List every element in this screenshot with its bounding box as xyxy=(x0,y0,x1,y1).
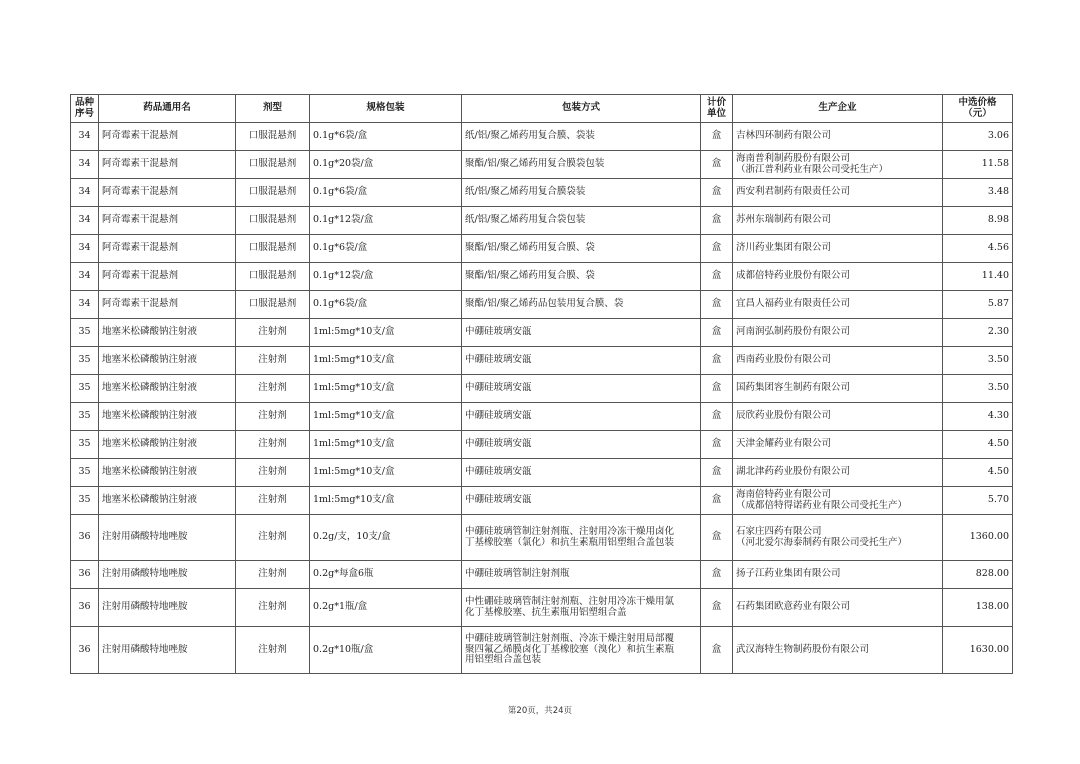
cell-dosage-form: 注射剂 xyxy=(236,403,310,431)
cell-price: 3.50 xyxy=(943,347,1013,375)
cell-price: 11.58 xyxy=(943,151,1013,179)
cell-drug-name: 地塞米松磷酸钠注射液 xyxy=(99,459,236,487)
cell-packaging-line: 中硼硅玻璃安瓿 xyxy=(465,354,532,366)
cell-serial-no: 35 xyxy=(71,459,99,487)
cell-drug-name: 注射用磷酸特地唑胺 xyxy=(99,515,236,561)
cell-packaging xyxy=(462,459,701,487)
cell-spec: 0.1g*6袋/盒 xyxy=(310,291,462,319)
table-row xyxy=(71,627,1013,674)
cell-unit: 盒 xyxy=(701,123,733,151)
header-price xyxy=(943,95,1013,123)
cell-manufacturer xyxy=(733,207,943,235)
cell-packaging xyxy=(462,431,701,459)
cell-packaging-line: 中硼硅玻璃安瓿 xyxy=(465,438,532,450)
cell-manufacturer-line: 扬子江药业集团有限公司 xyxy=(736,568,841,580)
cell-spec: 0.2g*10瓶/盒 xyxy=(310,627,462,674)
cell-manufacturer-line: 石药集团欧意药业有限公司 xyxy=(736,601,851,613)
table-row xyxy=(71,459,1013,487)
cell-dosage-form: 口服混悬剂 xyxy=(236,151,310,179)
table-row xyxy=(71,263,1013,291)
cell-drug-name: 地塞米松磷酸钠注射液 xyxy=(99,403,236,431)
cell-packaging xyxy=(462,235,701,263)
cell-manufacturer xyxy=(733,319,943,347)
cell-manufacturer xyxy=(733,487,943,515)
cell-packaging xyxy=(462,347,701,375)
cell-dosage-form: 口服混悬剂 xyxy=(236,235,310,263)
cell-manufacturer xyxy=(733,151,943,179)
header-text: 品种 xyxy=(74,97,94,109)
cell-serial-no: 34 xyxy=(71,179,99,207)
cell-drug-name: 阿奇霉素干混悬剂 xyxy=(99,123,236,151)
cell-manufacturer xyxy=(733,627,943,674)
cell-manufacturer xyxy=(733,589,943,627)
cell-spec: 1ml:5mg*10支/盒 xyxy=(310,487,462,515)
cell-packaging-line: 中硼硅玻璃管制注射剂瓶、冷冻干燥注射用局部覆 xyxy=(465,632,675,644)
cell-spec: 1ml:5mg*10支/盒 xyxy=(310,375,462,403)
cell-dosage-form: 注射剂 xyxy=(236,515,310,561)
table-row xyxy=(71,431,1013,459)
cell-packaging-line: 丁基橡胶塞（氯化）和抗生素瓶用铝塑组合盖包装 xyxy=(465,536,675,548)
table-row xyxy=(71,235,1013,263)
header-text: 计价 xyxy=(706,97,726,109)
cell-manufacturer xyxy=(733,403,943,431)
cell-spec: 0.1g*12袋/盒 xyxy=(310,207,462,235)
cell-dosage-form: 注射剂 xyxy=(236,431,310,459)
cell-unit: 盒 xyxy=(701,515,733,561)
cell-spec: 1ml:5mg*10支/盒 xyxy=(310,431,462,459)
winning-bid-table xyxy=(70,94,1013,674)
header-unit xyxy=(701,95,733,123)
cell-unit: 盒 xyxy=(701,151,733,179)
cell-serial-no: 34 xyxy=(71,263,99,291)
cell-price: 3.50 xyxy=(943,375,1013,403)
cell-serial-no: 35 xyxy=(71,375,99,403)
cell-manufacturer xyxy=(733,347,943,375)
cell-manufacturer-line: 武汉海特生物制药股份有限公司 xyxy=(736,643,870,655)
cell-serial-no: 35 xyxy=(71,431,99,459)
header-text: 序号 xyxy=(74,107,94,119)
cell-dosage-form: 注射剂 xyxy=(236,319,310,347)
cell-serial-no: 36 xyxy=(71,561,99,589)
cell-manufacturer-line: 湖北津药药业股份有限公司 xyxy=(736,466,851,478)
cell-drug-name: 阿奇霉素干混悬剂 xyxy=(99,235,236,263)
cell-drug-name: 阿奇霉素干混悬剂 xyxy=(99,291,236,319)
header-serial-no xyxy=(71,95,99,123)
cell-serial-no: 35 xyxy=(71,347,99,375)
cell-unit: 盒 xyxy=(701,347,733,375)
cell-spec: 0.2g*每盒6瓶 xyxy=(310,561,462,589)
table-row xyxy=(71,123,1013,151)
header-text: 单位 xyxy=(706,107,726,119)
cell-spec: 0.1g*6袋/盒 xyxy=(310,123,462,151)
cell-manufacturer-line: 河南润弘制药股份有限公司 xyxy=(736,326,851,338)
cell-price: 4.50 xyxy=(943,431,1013,459)
cell-drug-name: 地塞米松磷酸钠注射液 xyxy=(99,347,236,375)
cell-packaging-line: 聚酯/铝/聚乙烯药用复合膜袋包装 xyxy=(465,158,605,170)
cell-manufacturer xyxy=(733,459,943,487)
cell-drug-name: 阿奇霉素干混悬剂 xyxy=(99,263,236,291)
cell-serial-no: 34 xyxy=(71,123,99,151)
cell-packaging-line: 聚四氟乙烯膜卤化丁基橡胶塞（溴化）和抗生素瓶 xyxy=(465,643,675,655)
cell-manufacturer-line: 石家庄四药有限公司 xyxy=(736,525,822,537)
cell-spec: 1ml:5mg*10支/盒 xyxy=(310,403,462,431)
cell-packaging xyxy=(462,403,701,431)
table-row xyxy=(71,291,1013,319)
cell-price: 4.56 xyxy=(943,235,1013,263)
table-row xyxy=(71,319,1013,347)
table-row xyxy=(71,375,1013,403)
cell-packaging-line: 中性硼硅玻璃管制注射剂瓶、注射用冷冻干燥用氯 xyxy=(465,595,675,607)
cell-price: 8.98 xyxy=(943,207,1013,235)
table-row xyxy=(71,487,1013,515)
cell-packaging xyxy=(462,561,701,589)
page-footer: 第20页，共24页 xyxy=(507,706,573,716)
cell-manufacturer-line: 西安利君制药有限责任公司 xyxy=(736,186,851,198)
cell-drug-name: 阿奇霉素干混悬剂 xyxy=(99,207,236,235)
cell-packaging xyxy=(462,375,701,403)
cell-price: 1360.00 xyxy=(943,515,1013,561)
cell-packaging xyxy=(462,487,701,515)
table-body xyxy=(71,123,1013,674)
cell-serial-no: 34 xyxy=(71,207,99,235)
cell-unit: 盒 xyxy=(701,431,733,459)
cell-dosage-form: 口服混悬剂 xyxy=(236,291,310,319)
cell-manufacturer-line: （河北爱尔海泰制药有限公司受托生产） xyxy=(736,536,908,548)
table-row xyxy=(71,589,1013,627)
cell-price: 3.06 xyxy=(943,123,1013,151)
cell-manufacturer xyxy=(733,291,943,319)
cell-spec: 1ml:5mg*10支/盒 xyxy=(310,319,462,347)
cell-manufacturer xyxy=(733,123,943,151)
cell-price: 1630.00 xyxy=(943,627,1013,674)
cell-packaging-line: 用铝塑组合盖包装 xyxy=(465,654,542,666)
cell-dosage-form: 注射剂 xyxy=(236,627,310,674)
cell-manufacturer xyxy=(733,431,943,459)
cell-manufacturer xyxy=(733,263,943,291)
cell-drug-name: 地塞米松磷酸钠注射液 xyxy=(99,487,236,515)
cell-drug-name: 地塞米松磷酸钠注射液 xyxy=(99,319,236,347)
cell-dosage-form: 注射剂 xyxy=(236,561,310,589)
cell-unit: 盒 xyxy=(701,319,733,347)
cell-unit: 盒 xyxy=(701,235,733,263)
cell-manufacturer-line: 成都倍特药业股份有限公司 xyxy=(736,270,851,282)
cell-unit: 盒 xyxy=(701,207,733,235)
cell-unit: 盒 xyxy=(701,179,733,207)
cell-packaging-line: 中硼硅玻璃安瓿 xyxy=(465,382,532,394)
cell-serial-no: 35 xyxy=(71,319,99,347)
cell-spec: 0.1g*12袋/盒 xyxy=(310,263,462,291)
header-packaging: 包装方式 xyxy=(462,95,701,123)
cell-packaging-line: 聚酯/铝/聚乙烯药用复合膜、袋 xyxy=(465,242,595,254)
cell-unit: 盒 xyxy=(701,403,733,431)
cell-dosage-form: 注射剂 xyxy=(236,487,310,515)
cell-packaging-line: 聚酯/铝/聚乙烯药用复合膜、袋 xyxy=(465,270,595,282)
cell-serial-no: 35 xyxy=(71,403,99,431)
cell-manufacturer xyxy=(733,515,943,561)
cell-price: 4.30 xyxy=(943,403,1013,431)
cell-manufacturer-line: 国药集团容生制药有限公司 xyxy=(736,382,851,394)
cell-manufacturer-line: 宜昌人福药业有限责任公司 xyxy=(736,298,851,310)
cell-spec: 0.2g*1瓶/盒 xyxy=(310,589,462,627)
cell-packaging-line: 中硼硅玻璃管制注射剂瓶、注射用冷冻干燥用卤化 xyxy=(465,525,675,537)
cell-unit: 盒 xyxy=(701,263,733,291)
cell-dosage-form: 口服混悬剂 xyxy=(236,263,310,291)
cell-manufacturer-line: （浙江普利药业有限公司受托生产） xyxy=(736,163,889,175)
cell-unit: 盒 xyxy=(701,561,733,589)
cell-price: 828.00 xyxy=(943,561,1013,589)
cell-spec: 1ml:5mg*10支/盒 xyxy=(310,347,462,375)
cell-price: 5.70 xyxy=(943,487,1013,515)
table-row xyxy=(71,151,1013,179)
cell-unit: 盒 xyxy=(701,589,733,627)
cell-packaging xyxy=(462,291,701,319)
cell-dosage-form: 口服混悬剂 xyxy=(236,207,310,235)
cell-spec: 0.1g*20袋/盒 xyxy=(310,151,462,179)
cell-dosage-form: 口服混悬剂 xyxy=(236,179,310,207)
cell-packaging xyxy=(462,589,701,627)
cell-drug-name: 注射用磷酸特地唑胺 xyxy=(99,627,236,674)
cell-packaging xyxy=(462,263,701,291)
cell-manufacturer-line: （成都倍特得诺药业有限公司受托生产） xyxy=(736,499,908,511)
cell-packaging xyxy=(462,179,701,207)
header-spec: 规格包装 xyxy=(310,95,462,123)
cell-dosage-form: 注射剂 xyxy=(236,375,310,403)
table-row xyxy=(71,207,1013,235)
cell-packaging xyxy=(462,151,701,179)
cell-manufacturer-line: 苏州东瑞制药有限公司 xyxy=(736,214,832,226)
cell-drug-name: 阿奇霉素干混悬剂 xyxy=(99,179,236,207)
cell-serial-no: 36 xyxy=(71,515,99,561)
cell-drug-name: 阿奇霉素干混悬剂 xyxy=(99,151,236,179)
cell-packaging-line: 纸/铝/聚乙烯药用复合袋包装 xyxy=(465,214,586,226)
cell-manufacturer-line: 吉林四环制药有限公司 xyxy=(736,130,832,142)
table-header-row xyxy=(71,95,1013,123)
cell-packaging-line: 纸/铝/聚乙烯药用复合膜、袋装 xyxy=(465,130,595,142)
cell-serial-no: 34 xyxy=(71,151,99,179)
cell-drug-name: 地塞米松磷酸钠注射液 xyxy=(99,431,236,459)
cell-packaging-line: 化丁基橡胶塞、抗生素瓶用铝塑组合盖 xyxy=(465,606,627,618)
header-text: 中选价格 xyxy=(958,97,997,109)
cell-spec: 0.2g/支，10支/盒 xyxy=(310,515,462,561)
cell-manufacturer xyxy=(733,179,943,207)
cell-serial-no: 36 xyxy=(71,627,99,674)
table-row xyxy=(71,347,1013,375)
cell-manufacturer-line: 辰欣药业股份有限公司 xyxy=(736,410,832,422)
cell-manufacturer-line: 海南普利制药股份有限公司 xyxy=(736,152,851,164)
header-manufacturer: 生产企业 xyxy=(733,95,943,123)
cell-price: 5.87 xyxy=(943,291,1013,319)
cell-drug-name: 地塞米松磷酸钠注射液 xyxy=(99,375,236,403)
cell-serial-no: 34 xyxy=(71,291,99,319)
cell-spec: 1ml:5mg*10支/盒 xyxy=(310,459,462,487)
cell-price: 2.30 xyxy=(943,319,1013,347)
cell-serial-no: 35 xyxy=(71,487,99,515)
cell-manufacturer xyxy=(733,235,943,263)
cell-dosage-form: 注射剂 xyxy=(236,347,310,375)
cell-packaging-line: 纸/铝/聚乙烯药用复合膜袋装 xyxy=(465,186,586,198)
cell-manufacturer-line: 济川药业集团有限公司 xyxy=(736,242,832,254)
header-text: （元） xyxy=(963,107,992,119)
cell-serial-no: 34 xyxy=(71,235,99,263)
cell-drug-name: 注射用磷酸特地唑胺 xyxy=(99,589,236,627)
cell-packaging xyxy=(462,123,701,151)
cell-packaging-line: 中硼硅玻璃安瓿 xyxy=(465,466,532,478)
table-row xyxy=(71,515,1013,561)
table-row xyxy=(71,561,1013,589)
cell-price: 4.50 xyxy=(943,459,1013,487)
cell-packaging-line: 中硼硅玻璃管制注射剂瓶 xyxy=(465,568,570,580)
cell-packaging-line: 中硼硅玻璃安瓿 xyxy=(465,326,532,338)
cell-unit: 盒 xyxy=(701,627,733,674)
cell-price: 11.40 xyxy=(943,263,1013,291)
cell-manufacturer-line: 海南倍特药业有限公司 xyxy=(736,488,832,500)
cell-serial-no: 36 xyxy=(71,589,99,627)
cell-price: 138.00 xyxy=(943,589,1013,627)
table-row xyxy=(71,179,1013,207)
cell-dosage-form: 注射剂 xyxy=(236,589,310,627)
cell-packaging-line: 中硼硅玻璃安瓿 xyxy=(465,494,532,506)
cell-packaging-line: 中硼硅玻璃安瓿 xyxy=(465,410,532,422)
cell-price: 3.48 xyxy=(943,179,1013,207)
cell-dosage-form: 口服混悬剂 xyxy=(236,123,310,151)
header-drug-name: 药品通用名 xyxy=(99,95,236,123)
cell-manufacturer-line: 天津金耀药业有限公司 xyxy=(736,438,832,450)
cell-dosage-form: 注射剂 xyxy=(236,459,310,487)
cell-unit: 盒 xyxy=(701,375,733,403)
cell-spec: 0.1g*6袋/盒 xyxy=(310,179,462,207)
cell-packaging-line: 聚酯/铝/聚乙烯药品包装用复合膜、袋 xyxy=(465,298,624,310)
cell-manufacturer xyxy=(733,561,943,589)
cell-unit: 盒 xyxy=(701,459,733,487)
table-row xyxy=(71,403,1013,431)
cell-packaging xyxy=(462,627,701,674)
cell-packaging xyxy=(462,319,701,347)
cell-unit: 盒 xyxy=(701,291,733,319)
cell-manufacturer-line: 西南药业股份有限公司 xyxy=(736,354,832,366)
cell-manufacturer xyxy=(733,375,943,403)
header-dosage-form: 剂型 xyxy=(236,95,310,123)
cell-packaging xyxy=(462,515,701,561)
cell-unit: 盒 xyxy=(701,487,733,515)
cell-spec: 0.1g*6袋/盒 xyxy=(310,235,462,263)
cell-drug-name: 注射用磷酸特地唑胺 xyxy=(99,561,236,589)
cell-packaging xyxy=(462,207,701,235)
